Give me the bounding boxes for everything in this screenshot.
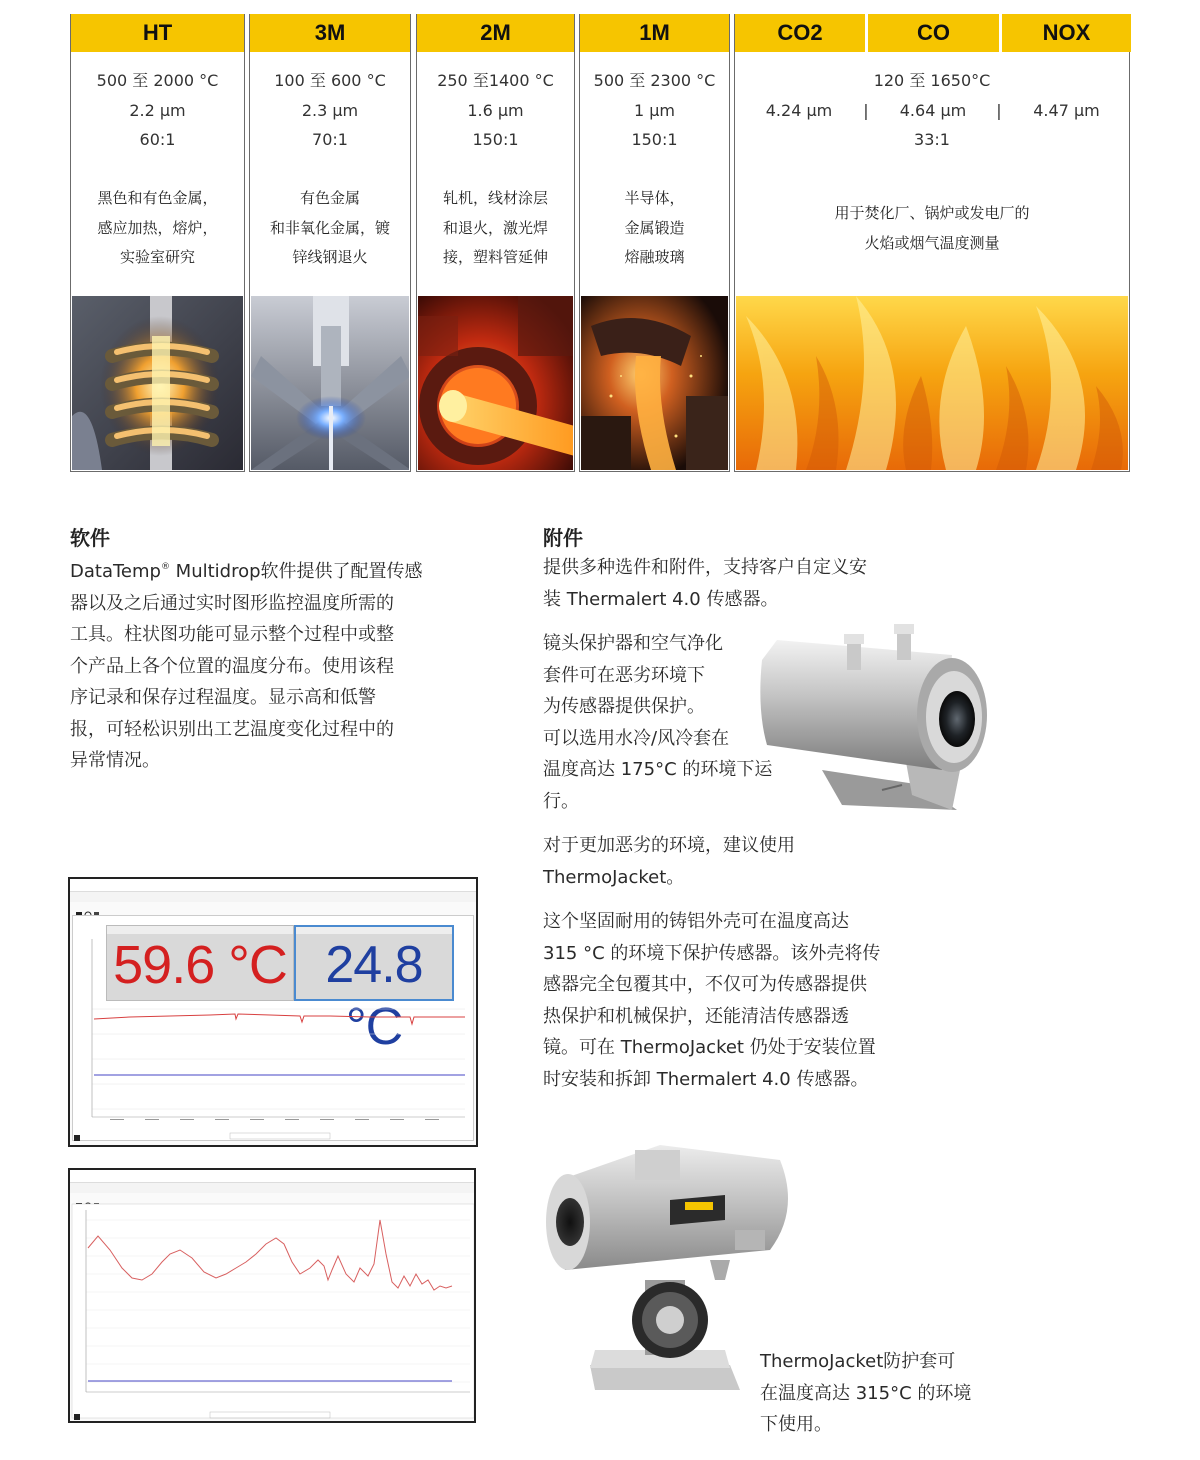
app-1m-2: 金属锻造 bbox=[624, 218, 685, 237]
jacket-line-3: 感器完全包覆其中，不仅可为传感器提供 bbox=[543, 974, 867, 995]
jacket-line-2: 315 °C 的环境下保护传感器。该外壳将传 bbox=[543, 942, 881, 964]
header-ht: HT bbox=[71, 14, 244, 52]
separator-1: | bbox=[863, 100, 869, 120]
app-3m-1: 有色金属 bbox=[299, 189, 360, 207]
welding-machine-photo bbox=[251, 296, 409, 470]
lens-line-2: 套件可在恶劣环境下 bbox=[543, 664, 705, 686]
jacket-line-5: 镜。可在 ThermoJacket 仍处于安装位置 bbox=[543, 1037, 876, 1058]
separator-2: | bbox=[996, 100, 1002, 120]
app-2m-2: 和退火，激光焊 bbox=[442, 218, 548, 237]
jacket-line-1: 这个坚固耐用的铸铝外壳可在温度高达 bbox=[543, 911, 849, 932]
app-2m-3: 接，塑料管延伸 bbox=[442, 248, 548, 266]
thermojacket-caption bbox=[760, 1346, 1020, 1441]
intro-line-2: 装 Thermalert 4.0 传感器。 bbox=[543, 588, 779, 610]
header-2m: 2M bbox=[417, 14, 574, 52]
accessories-title: 附件 bbox=[543, 526, 583, 550]
induction-coil-photo bbox=[72, 296, 243, 470]
software-line-6: 报，可轻松识别出工艺温度变化过程中的 bbox=[70, 718, 394, 740]
wavelength-1m: 1 µm bbox=[633, 100, 676, 120]
wavelength-2m: 1.6 µm bbox=[467, 100, 524, 120]
app-gas-2: 火焰或烟气温度测量 bbox=[864, 233, 1000, 252]
range-2m: 250 至1400 °C bbox=[437, 71, 554, 90]
range-1m: 500 至 2300 °C bbox=[593, 71, 716, 90]
ratio-3m: 70:1 bbox=[312, 130, 348, 149]
harsh-line-2: ThermoJacket。 bbox=[543, 866, 685, 888]
wavelength-co: 4.64 µm bbox=[899, 100, 967, 120]
app-ht-2: 感应加热，熔炉， bbox=[97, 218, 218, 237]
wavelength-nox: 4.47 µm bbox=[1033, 100, 1100, 120]
column-3m bbox=[249, 14, 411, 472]
caption-line-1: ThermoJacket防护套可 bbox=[760, 1351, 956, 1372]
app-3m-3: 锌线钢退火 bbox=[292, 248, 368, 266]
header-nox: NOX bbox=[1002, 14, 1131, 52]
wavelength-3m: 2.3 µm bbox=[301, 100, 359, 120]
software-line-1: Multidrop软件提供了配置传感 bbox=[169, 561, 423, 582]
wavelength-co2: 4.24 µm bbox=[765, 100, 833, 120]
app-ht-3: 实验室研究 bbox=[119, 248, 195, 266]
flame-photo bbox=[736, 296, 1128, 470]
datatemp-screenshot-1 bbox=[68, 877, 478, 1147]
jacket-line-6: 时安装和拆卸 Thermalert 4.0 传感器。 bbox=[543, 1068, 869, 1090]
harsh-line-1: 对于更加恶劣的环境，建议使用 bbox=[543, 835, 795, 856]
lens-line-1: 镜头保护器和空气净化 bbox=[543, 633, 723, 654]
caption-line-2: 在温度高达 315°C 的环境 bbox=[760, 1382, 972, 1404]
range-3m: 100 至 600 °C bbox=[274, 71, 386, 90]
app-ht-1: 黑色和有色金属， bbox=[97, 189, 218, 207]
lens-line-5: 温度高达 175°C 的环境下运 bbox=[543, 759, 773, 780]
hot-rolled-bar-photo bbox=[418, 296, 573, 470]
lens-line-3: 为传感器提供保护。 bbox=[543, 696, 705, 717]
software-brand: DataTemp bbox=[70, 561, 161, 582]
app-gas-1: 用于焚化厂、锅炉或发电厂的 bbox=[834, 204, 1030, 222]
lens-line-4: 可以选用水冷/风冷套在 bbox=[543, 727, 730, 749]
software-title: 软件 bbox=[70, 526, 110, 550]
software-line-3: 工具。柱状图功能可显示整个过程中或整 bbox=[70, 624, 394, 645]
jacket-line-4: 热保护和机械保护，还能清洁传感器透 bbox=[543, 1005, 849, 1027]
column-gas bbox=[734, 14, 1130, 472]
ratio-ht: 60:1 bbox=[139, 130, 176, 149]
ratio-2m: 150:1 bbox=[472, 130, 519, 149]
header-3m: 3M bbox=[250, 14, 410, 52]
header-1m: 1M bbox=[580, 14, 729, 52]
datatemp-screenshot-2 bbox=[68, 1168, 476, 1423]
air-purge-sensor-photo bbox=[752, 620, 997, 825]
app-1m-3: 熔融玻璃 bbox=[624, 248, 685, 266]
app-2m-1: 轧机，线材涂层 bbox=[442, 189, 548, 207]
header-co: CO bbox=[868, 14, 999, 52]
range-gas: 120 至 1650°C bbox=[873, 71, 991, 90]
software-line-5: 序记录和保存过程温度。显示高和低警 bbox=[70, 687, 376, 708]
software-line-7: 异常情况。 bbox=[70, 750, 160, 771]
wavelength-ht: 2.2 µm bbox=[129, 100, 186, 120]
intro-line-1: 提供多种选件和附件，支持客户自定义安 bbox=[543, 557, 867, 578]
harsh-env-text bbox=[543, 830, 943, 893]
ratio-1m: 150:1 bbox=[631, 130, 678, 149]
temp-value-2: 24.8 °C bbox=[325, 936, 423, 1056]
temp-value-1: 59.6 °C bbox=[113, 935, 287, 995]
accessories-intro bbox=[543, 552, 943, 615]
trend-chart-2 bbox=[70, 1170, 476, 1423]
lens-line-6: 行。 bbox=[543, 790, 579, 812]
thermojacket-text bbox=[543, 906, 943, 1095]
range-ht: 500 至 2000 °C bbox=[96, 71, 219, 90]
column-1m bbox=[579, 14, 730, 472]
column-2m bbox=[416, 14, 575, 472]
molten-metal-pour-photo bbox=[581, 296, 728, 470]
software-line-2: 器以及之后通过实时图形监控温度所需的 bbox=[70, 592, 394, 614]
registered-mark: ® bbox=[160, 562, 170, 572]
header-co2: CO2 bbox=[735, 14, 865, 52]
software-paragraph bbox=[70, 552, 470, 777]
trend-chart-1 bbox=[70, 879, 478, 1147]
caption-line-3: 下使用。 bbox=[760, 1414, 832, 1435]
ratio-gas: 33:1 bbox=[914, 130, 950, 149]
app-3m-2: 和非氧化金属，镀 bbox=[269, 218, 390, 237]
column-ht bbox=[70, 14, 245, 472]
software-line-4: 个产品上各个位置的温度分布。使用该程 bbox=[70, 655, 394, 677]
app-1m-1: 半导体， bbox=[624, 189, 685, 207]
